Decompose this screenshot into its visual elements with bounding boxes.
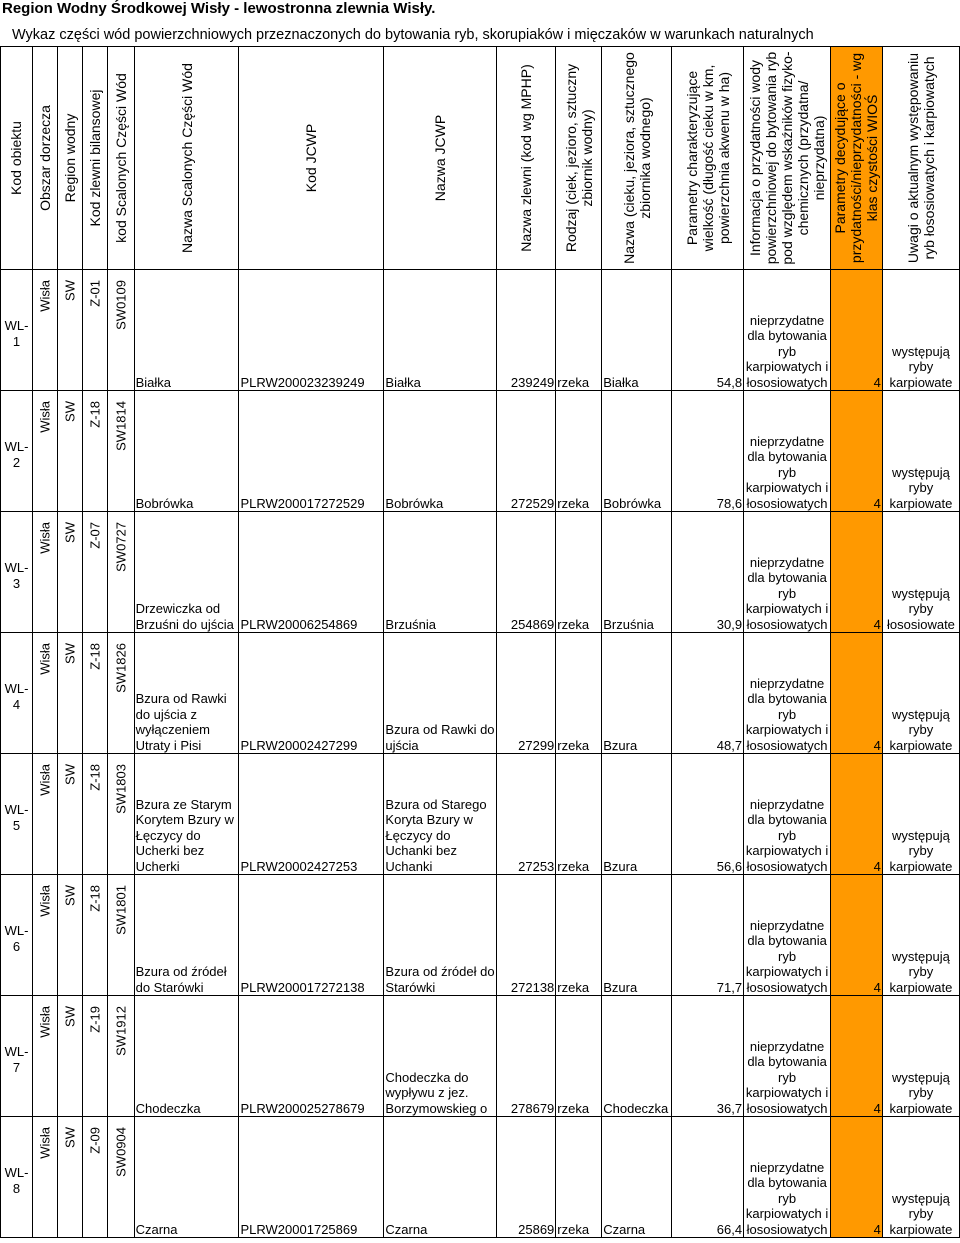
cell-nazwa-zlewni: 239249 (497, 270, 556, 391)
col-header-kod-scw: kod Scalonych Części Wód (107, 47, 134, 270)
cell-nazwa-scw: Drzewiczka od Brzuśni do ujścia (134, 512, 239, 633)
col-header-region-wodny: Region wodny (57, 47, 82, 270)
col-header-informacja: Informacja o przydatności wody powierzchniowej do bytowania ryb pod względem wskaźników fizyko- chemicznych (przydatna/ nieprzydatna) (744, 47, 831, 270)
table-row (1, 875, 960, 996)
cell-kod-zlewni (82, 270, 107, 391)
cell-rodzaj: rzeka (556, 512, 602, 633)
cell-region-wodny (57, 754, 82, 875)
header-row (1, 47, 960, 270)
table-row (1, 754, 960, 875)
cell-kod-zlewni (82, 996, 107, 1117)
cell-kod-scw-text: SW1801 (112, 885, 128, 935)
cell-obszar-dorzecza (32, 633, 57, 754)
cell-nazwa-jcwp: Bzura od Starego Koryta Bzury w Łęczycy do Uchanki bez Uchanki (384, 754, 497, 875)
col-header-nazwa: Nazwa (cieku, jeziora, sztucznego zbiornika wodnego) (602, 47, 672, 270)
col-header-kod-jcwp: Kod JCWP (239, 47, 384, 270)
cell-kod-scw (107, 633, 134, 754)
table-row (1, 391, 960, 512)
cell-nazwa-jcwp: Brzuśnia (384, 512, 497, 633)
cell-kod-scw (107, 270, 134, 391)
cell-nazwa-zlewni: 272138 (497, 875, 556, 996)
cell-region-wodny (57, 512, 82, 633)
cell-uwagi: występują ryby karpiowate (882, 875, 959, 996)
cell-parametr: 36,7 (672, 996, 744, 1117)
cell-informacja: nieprzydatne dla bytowania ryb karpiowatych i łososiowatych (744, 512, 831, 633)
cell-nazwa-zlewni: 25869 (497, 1117, 556, 1238)
cell-kod-obiektu: WL-3 (1, 512, 33, 633)
cell-klasa: 4 (831, 391, 883, 512)
cell-obszar-dorzecza-text: Wisła (37, 1127, 53, 1159)
cell-uwagi: występują ryby karpiowate (882, 633, 959, 754)
col-header-kod-zlewni: Kod zlewni bilansowej (82, 47, 107, 270)
cell-parametr: 54,8 (672, 270, 744, 391)
table-row (1, 1117, 960, 1238)
cell-nazwa-scw: Bzura od Rawki do ujścia z wyłączeniem Utraty i Pisi (134, 633, 239, 754)
cell-kod-scw (107, 391, 134, 512)
cell-parametr: 78,6 (672, 391, 744, 512)
cell-kod-scw-text: SW0727 (112, 522, 128, 572)
cell-kod-jcwp: PLRW20002427299 (239, 633, 384, 754)
cell-obszar-dorzecza (32, 270, 57, 391)
cell-nazwa-scw: Bzura ze Starym Korytem Bzury w Łęczycy do Ucherki bez Ucherki (134, 754, 239, 875)
cell-nazwa: Bzura (602, 633, 672, 754)
cell-region-wodny-text: SW (62, 401, 78, 422)
cell-nazwa-jcwp: Bobrówka (384, 391, 497, 512)
cell-nazwa: Bzura (602, 875, 672, 996)
cell-nazwa-scw: Chodeczka (134, 996, 239, 1117)
cell-nazwa: Bobrówka (602, 391, 672, 512)
cell-kod-zlewni-text: Z-19 (86, 1006, 102, 1033)
cell-region-wodny-text: SW (62, 280, 78, 301)
cell-nazwa-jcwp: Bzura od źródeł do Starówki (384, 875, 497, 996)
cell-region-wodny-text: SW (62, 522, 78, 543)
cell-kod-zlewni (82, 875, 107, 996)
document-title: Region Wodny Środkowej Wisły - lewostronna zlewnia Wisły. (2, 0, 436, 17)
cell-kod-jcwp: PLRW200017272138 (239, 875, 384, 996)
cell-obszar-dorzecza-text: Wisła (37, 522, 53, 554)
cell-region-wodny-text: SW (62, 885, 78, 906)
cell-uwagi: występują ryby karpiowate (882, 996, 959, 1117)
cell-nazwa-scw: Czarna (134, 1117, 239, 1238)
cell-informacja: nieprzydatne dla bytowania ryb karpiowatych i łososiowatych (744, 754, 831, 875)
table-row (1, 633, 960, 754)
cell-kod-scw-text: SW0904 (112, 1127, 128, 1177)
cell-kod-scw-text: SW1826 (112, 643, 128, 693)
cell-kod-scw (107, 754, 134, 875)
cell-kod-zlewni-text: Z-18 (86, 401, 102, 428)
cell-region-wodny (57, 1117, 82, 1238)
cell-kod-zlewni-text: Z-18 (86, 885, 102, 912)
cell-nazwa: Czarna (602, 1117, 672, 1238)
cell-obszar-dorzecza-text: Wisła (37, 643, 53, 675)
cell-uwagi: występują ryby karpiowate (882, 391, 959, 512)
cell-kod-scw-text: SW1814 (112, 401, 128, 451)
cell-nazwa-zlewni: 27253 (497, 754, 556, 875)
cell-region-wodny-text: SW (62, 764, 78, 785)
cell-obszar-dorzecza-text: Wisła (37, 280, 53, 312)
cell-kod-scw (107, 1117, 134, 1238)
cell-nazwa-scw: Bobrówka (134, 391, 239, 512)
cell-kod-obiektu: WL-1 (1, 270, 33, 391)
cell-informacja: nieprzydatne dla bytowania ryb karpiowatych i łososiowatych (744, 391, 831, 512)
cell-kod-zlewni-text: Z-07 (86, 522, 102, 549)
cell-obszar-dorzecza (32, 996, 57, 1117)
cell-uwagi: występują ryby łososiowate (882, 512, 959, 633)
table-row (1, 512, 960, 633)
cell-klasa: 4 (831, 270, 883, 391)
cell-informacja: nieprzydatne dla bytowania ryb karpiowatych i łososiowatych (744, 633, 831, 754)
cell-nazwa-zlewni: 27299 (497, 633, 556, 754)
cell-kod-zlewni (82, 512, 107, 633)
cell-nazwa-jcwp: Czarna (384, 1117, 497, 1238)
cell-nazwa-jcwp: Białka (384, 270, 497, 391)
cell-nazwa: Bzura (602, 754, 672, 875)
cell-obszar-dorzecza-text: Wisła (37, 885, 53, 917)
cell-kod-zlewni-text: Z-09 (86, 1127, 102, 1154)
cell-kod-jcwp: PLRW200017272529 (239, 391, 384, 512)
cell-rodzaj: rzeka (556, 633, 602, 754)
cell-informacja: nieprzydatne dla bytowania ryb karpiowatych i łososiowatych (744, 270, 831, 391)
cell-nazwa: Białka (602, 270, 672, 391)
cell-obszar-dorzecza-text: Wisła (37, 401, 53, 433)
cell-kod-zlewni-text: Z-01 (86, 280, 102, 307)
cell-rodzaj: rzeka (556, 875, 602, 996)
cell-nazwa-jcwp: Bzura od Rawki do ujścia (384, 633, 497, 754)
cell-nazwa-zlewni: 272529 (497, 391, 556, 512)
cell-klasa: 4 (831, 1117, 883, 1238)
cell-kod-obiektu: WL-6 (1, 875, 33, 996)
cell-nazwa-zlewni: 278679 (497, 996, 556, 1117)
cell-kod-jcwp: PLRW20002427253 (239, 754, 384, 875)
cell-rodzaj: rzeka (556, 754, 602, 875)
water-bodies-table (0, 46, 960, 1238)
cell-obszar-dorzecza-text: Wisła (37, 764, 53, 796)
cell-kod-obiektu: WL-2 (1, 391, 33, 512)
cell-klasa: 4 (831, 996, 883, 1117)
cell-region-wodny-text: SW (62, 1127, 78, 1148)
cell-rodzaj: rzeka (556, 1117, 602, 1238)
cell-rodzaj: rzeka (556, 391, 602, 512)
cell-uwagi: występują ryby karpiowate (882, 270, 959, 391)
col-header-rodzaj: Rodzaj (ciek, jezioro, sztuczny zbiornik wodny) (556, 47, 602, 270)
cell-kod-zlewni-text: Z-18 (86, 643, 102, 670)
col-header-uwagi: Uwagi o aktualnym występowaniu ryb łososiowatych i karpiowatych (882, 47, 959, 270)
cell-klasa: 4 (831, 754, 883, 875)
col-header-obszar-dorzecza: Obszar dorzecza (32, 47, 57, 270)
cell-kod-obiektu: WL-7 (1, 996, 33, 1117)
cell-parametr: 66,4 (672, 1117, 744, 1238)
cell-rodzaj: rzeka (556, 996, 602, 1117)
cell-klasa: 4 (831, 512, 883, 633)
col-header-kod-obiektu: Kod obiektu (1, 47, 33, 270)
cell-kod-zlewni-text: Z-18 (86, 764, 102, 791)
table-row (1, 270, 960, 391)
cell-nazwa: Chodeczka (602, 996, 672, 1117)
cell-kod-jcwp: PLRW200025278679 (239, 996, 384, 1117)
cell-kod-zlewni (82, 391, 107, 512)
cell-kod-zlewni (82, 754, 107, 875)
cell-parametr: 48,7 (672, 633, 744, 754)
cell-region-wodny (57, 633, 82, 754)
cell-parametr: 30,9 (672, 512, 744, 633)
cell-informacja: nieprzydatne dla bytowania ryb karpiowatych i łososiowatych (744, 875, 831, 996)
cell-kod-zlewni (82, 1117, 107, 1238)
cell-kod-zlewni (82, 633, 107, 754)
cell-region-wodny (57, 875, 82, 996)
cell-klasa: 4 (831, 875, 883, 996)
cell-obszar-dorzecza (32, 512, 57, 633)
table-row (1, 996, 960, 1117)
cell-nazwa-scw: Bzura od źródeł do Starówki (134, 875, 239, 996)
cell-informacja: nieprzydatne dla bytowania ryb karpiowatych i łososiowatych (744, 996, 831, 1117)
cell-region-wodny-text: SW (62, 1006, 78, 1027)
col-header-nazwa-zlewni: Nazwa zlewni (kod wg MPHP) (497, 47, 556, 270)
cell-kod-scw-text: SW1803 (112, 764, 128, 814)
cell-kod-jcwp: PLRW20001725869 (239, 1117, 384, 1238)
cell-obszar-dorzecza (32, 1117, 57, 1238)
cell-kod-jcwp: PLRW20006254869 (239, 512, 384, 633)
cell-kod-obiektu: WL-5 (1, 754, 33, 875)
cell-obszar-dorzecza (32, 754, 57, 875)
cell-obszar-dorzecza-text: Wisła (37, 1006, 53, 1038)
cell-kod-scw (107, 512, 134, 633)
cell-rodzaj: rzeka (556, 270, 602, 391)
col-header-klasa: Parametry decydujące o przydatności/nieprzydatności - wg klas czystości WIOŚ (831, 47, 883, 270)
cell-informacja: nieprzydatne dla bytowania ryb karpiowatych i łososiowatych (744, 1117, 831, 1238)
cell-parametr: 56,6 (672, 754, 744, 875)
cell-nazwa: Brzuśnia (602, 512, 672, 633)
cell-nazwa-zlewni: 254869 (497, 512, 556, 633)
cell-region-wodny (57, 270, 82, 391)
cell-kod-scw (107, 875, 134, 996)
cell-kod-obiektu: WL-4 (1, 633, 33, 754)
cell-region-wodny (57, 996, 82, 1117)
document-subtitle: Wykaz części wód powierzchniowych przeznaczonych do bytowania ryb, skorupiaków i mięczaków w warunkach naturalnych (12, 27, 814, 43)
cell-uwagi: występują ryby karpiowate (882, 1117, 959, 1238)
cell-kod-jcwp: PLRW200023239249 (239, 270, 384, 391)
cell-obszar-dorzecza (32, 875, 57, 996)
cell-kod-scw-text: SW0109 (112, 280, 128, 330)
cell-klasa: 4 (831, 633, 883, 754)
col-header-nazwa-jcwp: Nazwa JCWP (384, 47, 497, 270)
cell-kod-scw (107, 996, 134, 1117)
cell-nazwa-scw: Białka (134, 270, 239, 391)
cell-obszar-dorzecza (32, 391, 57, 512)
cell-kod-scw-text: SW1912 (112, 1006, 128, 1056)
cell-region-wodny-text: SW (62, 643, 78, 664)
cell-uwagi: występują ryby karpiowate (882, 754, 959, 875)
col-header-nazwa-scw: Nazwa Scalonych Części Wód (134, 47, 239, 270)
cell-region-wodny (57, 391, 82, 512)
col-header-parametry: Parametry charakteryzujące wielkość (długość cieku w km, powierzchnia akwenu w ha) (672, 47, 744, 270)
cell-nazwa-jcwp: Chodeczka do wypływu z jez. Borzymowskieg o (384, 996, 497, 1117)
cell-kod-obiektu: WL-8 (1, 1117, 33, 1238)
cell-parametr: 71,7 (672, 875, 744, 996)
